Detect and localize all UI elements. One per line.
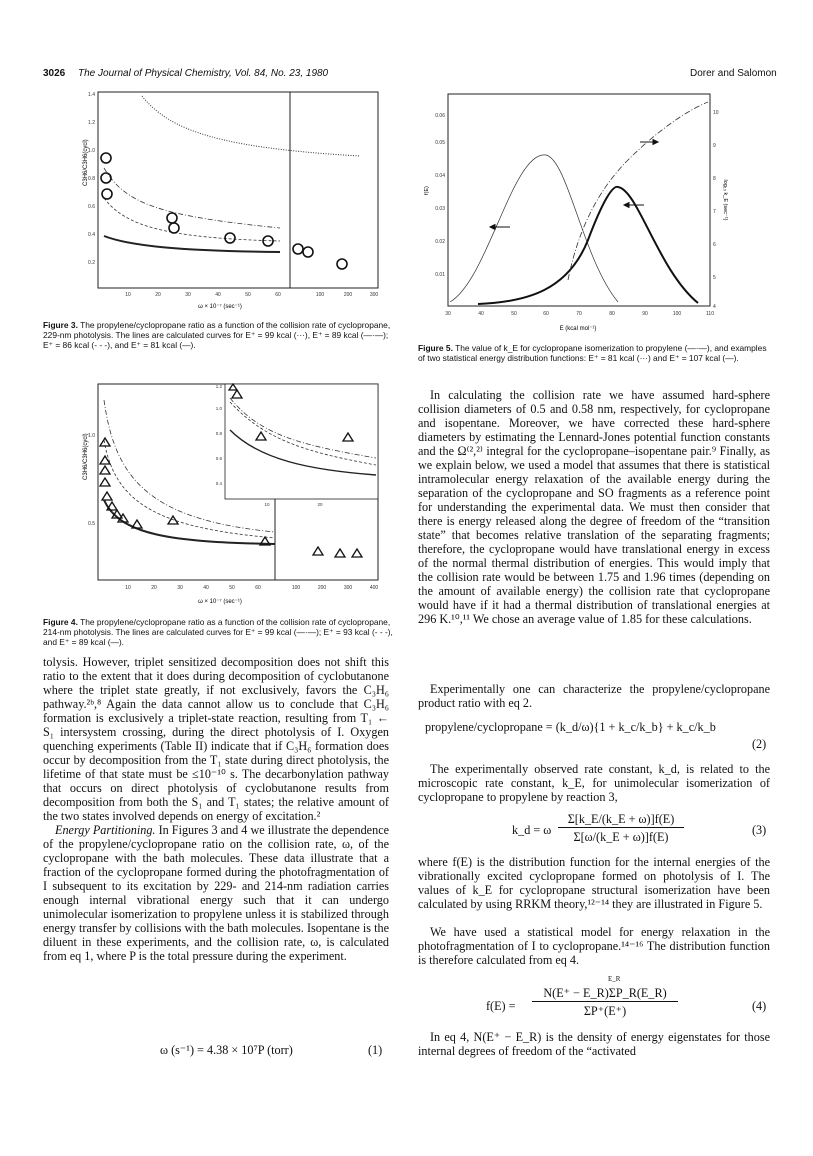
fig5-ylabel-right: log₁₀ k_E (sec⁻¹)	[722, 179, 728, 221]
fig5-ytick-left: 0.02	[435, 239, 445, 245]
fig3-xtick: 100	[315, 292, 325, 298]
fig3-xtick: 50	[245, 292, 251, 298]
fig3-ytick: 0.2	[88, 260, 95, 266]
right-para-1: In calculating the collision rate we have assumed hard-sphere collision diameters of 0.5 and 0.58 nm, respectively, for cyclopropane and isopentane. Moreover, we have corrected these hard-sphere diameters by estimating the Lennard-Jones potential function constants and the Ω⁽²,²⁾ integral for the cyclopropane–isopentane pair.⁹ Finally, as we explain below, we used a model that assumes that there is statistical intramolecular energy relaxation of the available energy during the separation of the cyclopropane and SO fragments as a reference point for understanding the experimental data. We must then consider that there is energy released along the degree of freedom of the “transition state” that becomes relative translation of the separating fragments; therefore, the cyclopropane would have translational energy in excess of the normal thermal distribution of energies. This would imply that the collision rate would be between 1.75 and 1.96 times (depending on the amount of available energy) the collision rate that cyclopropane would have if it had a thermal distribution of translational energies at 296 K.¹⁰,¹¹ We chose an average value of 1.85 for these calculations.	[418, 388, 770, 626]
fig4-point	[335, 549, 345, 557]
equation-3-denominator: Σ[ω/(k_E + ω)]f(E)	[573, 830, 669, 844]
fig4-ylabel: C3H6/C3H6(cycl)	[83, 433, 89, 480]
fig5-xtick: 30	[445, 311, 451, 317]
fig3-ytick: 1.4	[88, 92, 95, 98]
fig4-xtick: 100	[291, 585, 301, 591]
fig5-ytick-left: 0.05	[435, 140, 445, 146]
fig5-caption: The value of k_E for cyclopropane isomerization to propylene (—·—), and examples of two statistical energy distribution functions: E⁺ = 81 kcal (···) and E⁺ = 107 kcal (—).	[418, 343, 767, 363]
fig5-xlabel: E (kcal mol⁻¹)	[559, 326, 597, 332]
left-column	[43, 655, 389, 963]
fig3-ytick: 0.8	[88, 176, 95, 182]
right-para-4: where f(E) is the distribution function for the internal energies of the vibrationally excited cyclopropane formed on photolysis of I. The values of k_E for cyclopropane structural isomerization have been calculated by using RRKM theory,¹²⁻¹⁴ they are illustrated in Figure 5.	[418, 855, 770, 911]
equation-1: ω (s⁻¹) = 4.38 × 10⁷P (torr)	[160, 1043, 293, 1057]
right-para-2: Experimentally one can characterize the propylene/cyclopropane product ratio with eq 2.	[418, 682, 770, 710]
fig5-ytick-right: 8	[713, 176, 716, 182]
fig3-xtick: 40	[215, 292, 221, 298]
fig5-curve-kE	[568, 102, 708, 280]
page-number: 3026	[43, 68, 66, 79]
equation-3-left: k_d = ω	[512, 823, 552, 837]
fig4-xtick: 300	[343, 585, 353, 591]
fig4-point	[100, 466, 110, 474]
fig5-ytick-right: 9	[713, 143, 716, 149]
fig4-inset-ytick: 1.2	[215, 384, 222, 389]
fig3-xtick: 20	[155, 292, 161, 298]
equation-3-number: (3)	[752, 823, 767, 837]
right-para-5: We have used a statistical model for energy relaxation in the photofragmentation of I to cyclopropane.¹⁴⁻¹⁶ The distribution function is therefore calculated from eq 4.	[418, 925, 770, 967]
fig3-xtick: 300	[369, 292, 379, 298]
fig4-inset-ytick: 1.0	[215, 406, 222, 411]
fig5-xtick: 80	[609, 311, 615, 317]
figure-3	[80, 86, 390, 311]
fig4-point	[132, 520, 142, 528]
fig3-point	[167, 213, 177, 223]
fig4-ytick: 1.0	[88, 433, 95, 439]
fig3-curve-89	[104, 168, 280, 228]
fig4-xtick: 400	[369, 585, 379, 591]
fig4-inset-ytick: 0.8	[215, 431, 222, 436]
fig5-ytick-right: 5	[713, 275, 716, 281]
fig4-point	[313, 547, 323, 555]
fig4-xtick: 10	[125, 585, 131, 591]
fig5-ytick-right: 6	[713, 242, 716, 248]
fig3-curve-81	[104, 236, 280, 252]
fig4-inset-ytick: 0.6	[215, 456, 222, 461]
fig4-curve-89	[104, 500, 275, 544]
fig5-caption-label: Figure 5.	[418, 343, 453, 353]
fig5-xtick: 60	[543, 311, 549, 317]
fig5-xtick: 40	[478, 311, 484, 317]
equation-4-numerator: N(E⁺ − E_R)ΣP_R(E_R)	[532, 986, 678, 1002]
fig4-xtick: 30	[177, 585, 183, 591]
fig4-point	[352, 549, 362, 557]
fig3-point	[263, 236, 273, 246]
fig3-ytick: 0.4	[88, 232, 95, 238]
energy-partitioning-heading: Energy Partitioning.	[55, 823, 156, 837]
fig5-xtick: 110	[706, 311, 714, 317]
fig4-inset-xtick: 10	[264, 502, 270, 507]
equation-4-left: f(E) =	[486, 999, 516, 1013]
fig3-xlabel: ω × 10⁻⁷ (sec⁻¹)	[198, 304, 242, 310]
fig4-point	[100, 478, 110, 486]
equation-4-number: (4)	[752, 999, 767, 1013]
fig4-point	[107, 502, 117, 510]
equation-2-number: (2)	[752, 737, 767, 751]
fig5-xtick: 50	[511, 311, 517, 317]
fig3-xtick: 30	[185, 292, 191, 298]
fig3-caption: The propylene/cyclopropane ratio as a function of the collision rate of cyclopropane, 229-nm photolysis. The lines are calculated curves for E⁺ = 99 kcal (···), E⁺ = 89 kcal (—·—); E⁺ = 86 kcal (- - -), and E⁺ = 81 kcal (—).	[43, 320, 391, 350]
fig3-curve-86	[104, 198, 280, 241]
fig3-caption-label: Figure 3.	[43, 320, 78, 330]
fig3-ylabel: C3H6/C3H6(cycl)	[83, 139, 89, 186]
fig3-point	[101, 153, 111, 163]
fig5-ytick-right: 10	[713, 110, 719, 116]
fig3-point	[225, 233, 235, 243]
authors: Dorer and Salomon	[690, 68, 777, 79]
equation-3-numerator: Σ[k_E/(k_E + ω)]f(E)	[558, 812, 684, 828]
fig3-y-axis	[88, 92, 95, 266]
fig4-caption: The propylene/cyclopropane ratio as a function of the collision rate of cyclopropane, 214-nm photolysis. The lines are calculated curves for E⁺ = 99 kcal (—·—); E⁺ = 93 kcal (- - -), and E⁺ = 89 kcal (—).	[43, 617, 393, 647]
left-para-1: tolysis. However, triplet sensitized decomposition does not shift this ratio to the extent that it does during decomposition of cyclobutanone where the triplet state greatly, if not exclusively, favors the C₃H₆ pathway.²ᵇ,⁸ Again the data cannot allow us to conclude that C₃H₆ formation is exclusively a triplet-state reaction, resulting from T₁ ← S₁ intersystem crossing, during the direct photolysis of I. Oxygen quenching experiments (Table II) indicate that if C₃H₆ formation does occur by decomposition from the T₁ state during direct photolysis, the lifetime of that state must be ≤10⁻¹⁰ s. The decarbonylation pathway that occurs on direct photolysis of cyclobutanone results from decomposition from both the S₁ and T₁ states; the relative amount of the two states involved depends on energy of excitation.²	[43, 655, 389, 823]
right-para-3: The experimentally observed rate constant, k_d, is related to the microscopic rate constant, k_E, for unimolecular isomerization of cyclopropane to propylene by reaction 3,	[418, 762, 770, 804]
fig3-ytick: 1.0	[88, 148, 95, 154]
fig4-point	[100, 438, 110, 446]
fig3-point	[169, 223, 179, 233]
fig3-point	[337, 259, 347, 269]
fig4-inset	[225, 384, 378, 499]
fig5-ytick-left: 0.03	[435, 206, 445, 212]
fig4-inset-xtick: 20	[317, 502, 323, 507]
fig3-ytick: 1.2	[88, 120, 95, 126]
fig3-ytick: 0.6	[88, 204, 95, 210]
left-para-2: In Figures 3 and 4 we illustrate the dependence of the propylene/cyclopropane ratio on the collision rate, ω, of the cyclopropane with the bath molecules. These data illustrate that a fraction of the cyclopropane formed during the photofragmentation of I subsequent to its excitation by 229- and 214-nm radiation carries enough internal vibrational energy such that it can undergo unimolecular isomerization to propylene unless it is stabilized through energy transfer by collisions with the bath molecules. Isopentane is the diluent in these experiments, and the collision rate, ω, is calculated from eq 1, where P is the total pressure during the experiment.	[43, 823, 390, 963]
right-para-6: In eq 4, N(E⁺ − E_R) is the density of energy eigenstates for those internal degrees of freedom of the “activated	[418, 1030, 770, 1058]
figure-5	[418, 90, 728, 340]
fig3-xtick: 10	[125, 292, 131, 298]
fig5-xtick: 90	[642, 311, 648, 317]
fig3-point	[101, 173, 111, 183]
equation-1-number: (1)	[368, 1043, 383, 1057]
fig4-point	[102, 492, 112, 500]
journal-title: The Journal of Physical Chemistry, Vol. 84, No. 23, 1980	[78, 68, 329, 79]
fig4-xtick: 200	[317, 585, 327, 591]
fig4-point	[100, 456, 110, 464]
equation-2: propylene/cyclopropane = (k_d/ω){1 + k_c/k_b} + k_c/k_b	[425, 720, 716, 734]
fig5-ytick-left: 0.06	[435, 113, 445, 119]
fig5-ytick-right: 7	[713, 209, 716, 215]
fig5-xtick: 70	[576, 311, 582, 317]
fig4-xtick: 40	[203, 585, 209, 591]
fig5-ytick-right: 4	[713, 304, 716, 310]
equation-4-limit: E_R	[608, 975, 621, 983]
fig5-xtick: 100	[672, 311, 682, 317]
fig4-xtick: 20	[151, 585, 157, 591]
equation-4-denominator: ΣP⁺(E⁺)	[583, 1004, 627, 1018]
fig4-xlabel: ω × 10⁻⁷ (sec⁻¹)	[198, 599, 242, 605]
fig4-caption-label: Figure 4.	[43, 617, 78, 627]
fig3-curve-99	[142, 96, 360, 156]
figure-4	[80, 380, 390, 610]
fig4-xtick: 60	[255, 585, 261, 591]
fig3-xtick: 60	[275, 292, 281, 298]
fig4-ytick: 0.5	[88, 521, 95, 527]
fig5-ytick-left: 0.01	[435, 272, 445, 278]
fig3-point	[102, 189, 112, 199]
fig4-inset-ytick: 0.4	[215, 481, 222, 486]
fig3-xtick: 200	[343, 292, 353, 298]
fig3-point	[293, 244, 303, 254]
fig5-ytick-left: 0.04	[435, 173, 445, 179]
fig3-point	[303, 247, 313, 257]
fig4-xtick: 50	[229, 585, 235, 591]
fig5-ylabel-left: f(E)	[424, 186, 430, 195]
